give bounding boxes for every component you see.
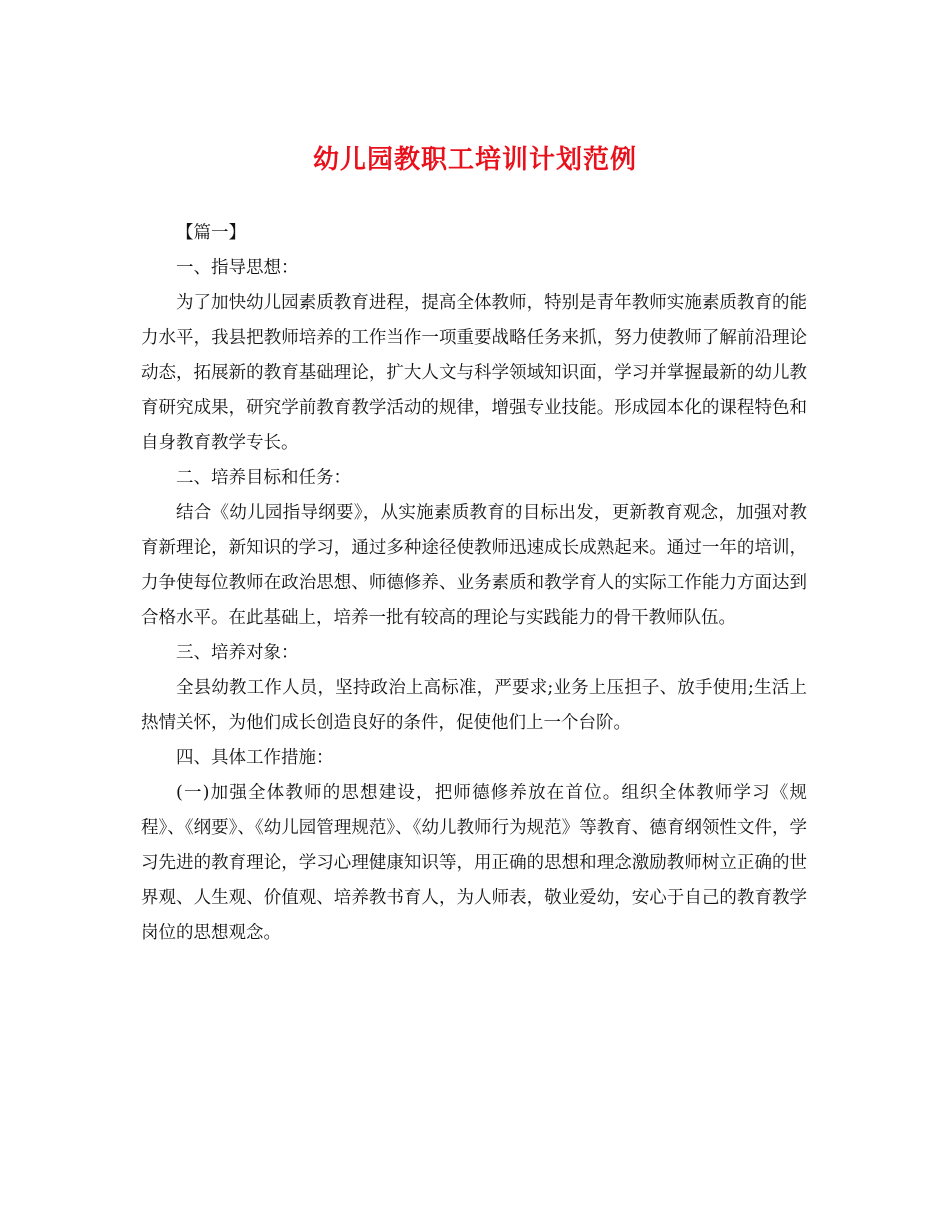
document-body xyxy=(141,216,807,951)
section-label: 【篇一】 xyxy=(176,223,246,243)
paragraph-work-measures: (一)加强全体教师的思想建设，把师德修养放在首位。组织全体教师学习《规程》、《纲要》、《幼儿园管理规范》、《幼儿教师行为规范》等教育、德育纲领性文件，学习先进的教育理论，学习心理健康知识等，用正确的思想和理念激励教师树立正确的世界观、人生观、价值观、培养教书育人，为人师表，敬业爱幼，安心于自己的教育教学岗位的思想观念。 xyxy=(141,783,807,943)
paragraph-goals-tasks: 结合《幼儿园指导纲要》，从实施素质教育的目标出发，更新教育观念，加强对教育新理论，新知识的学习，通过多种途径使教师迅速成长成熟起来。通过一年的培训，力争使每位教师在政治思想、师德修养、业务素质和教学育人的实际工作能力方面达到合格水平。在此基础上，培养一批有较高的理论与实践能力的骨干教师队伍。 xyxy=(141,503,807,628)
heading-guiding-thought: 一、指导思想： xyxy=(176,258,299,278)
paragraph-guiding-thought: 为了加快幼儿园素质教育进程，提高全体教师，特别是青年教师实施素质教育的能力水平，我县把教师培养的工作当作一项重要战略任务来抓，努力使教师了解前沿理论动态，拓展新的教育基础理论，扩大人文与科学领域知识面，学习并掌握最新的幼儿教育研究成果，研究学前教育教学活动的规律，增强专业技能。形成园本化的课程特色和自身教育教学专长。 xyxy=(141,293,807,453)
heading-training-targets: 三、培养对象： xyxy=(176,643,299,663)
paragraph-training-targets: 全县幼教工作人员，坚持政治上高标准，严要求;业务上压担子、放手使用;生活上热情关怀，为他们成长创造良好的条件，促使他们上一个台阶。 xyxy=(141,678,807,733)
heading-goals-tasks: 二、培养目标和任务： xyxy=(176,468,351,488)
document-title: 幼儿园教职工培训计划范例 xyxy=(312,145,637,175)
heading-work-measures: 四、具体工作措施： xyxy=(176,748,334,768)
